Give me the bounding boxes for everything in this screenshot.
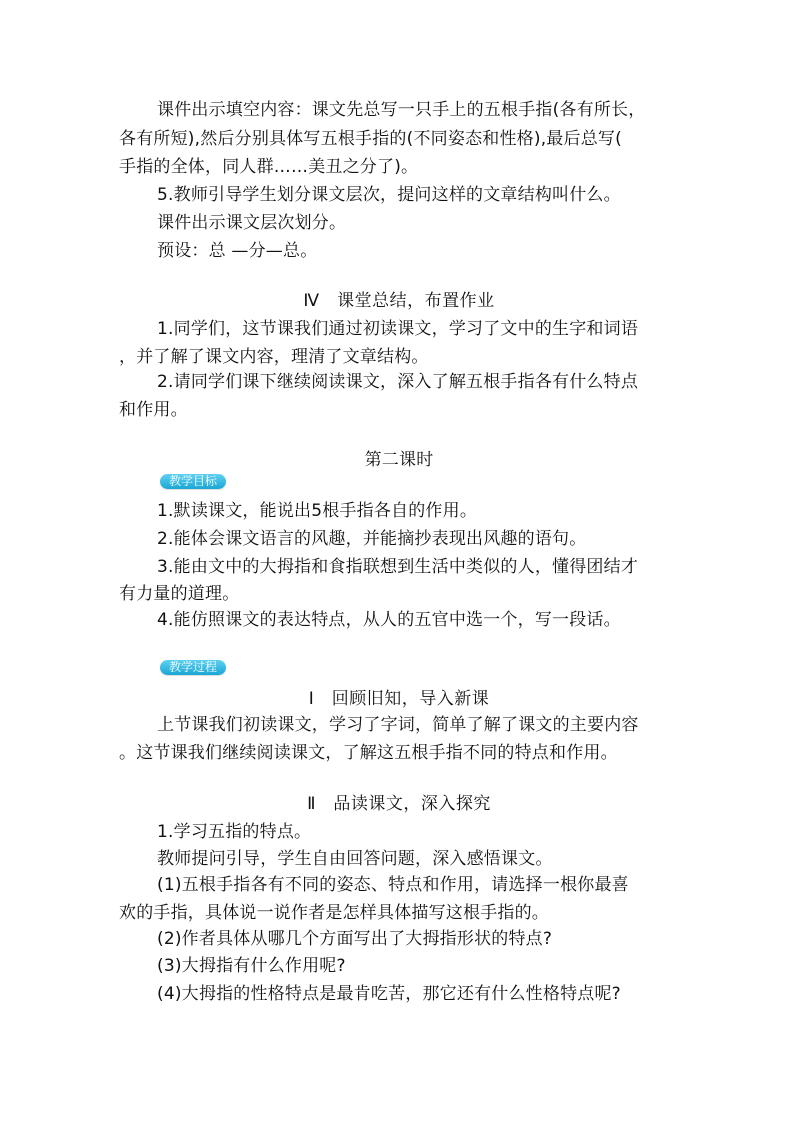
review-paragraph-line: 。这节课我们继续阅读课文，了解这五根手指不同的特点和作用。 [119, 743, 618, 763]
goal-1-text: 1.默读课文，能说出5根手指各自的作用。 [157, 501, 478, 521]
goal-3-line: 有力量的道理。 [119, 584, 240, 604]
section-i-heading: Ⅰ 回顾旧知，导入新课 [308, 689, 490, 709]
teacher-guidance-text: 教师提问引导，学生自由回答问题，深入感悟课文。 [157, 849, 553, 869]
review-paragraph-line: 上节课我们初读课文，学习了字词，简单了解了课文的主要内容 [157, 715, 639, 735]
question-1-line: 欢的手指，具体说一说作者是怎样具体描写这根手指的。 [119, 903, 549, 923]
courseware-text: 课件出示课文层次划分。 [157, 213, 347, 233]
goal-3-line: 3.能由文中的大拇指和食指联想到生活中类似的人，懂得团结才 [157, 557, 639, 577]
question-1-line: (1)五根手指各有不同的姿态、特点和作用，请选择一根你最喜 [157, 875, 629, 895]
intro-paragraph-line: 手指的全体，同人群……美丑之分了)。 [119, 157, 419, 177]
teaching-process-badge: 教学过程 [160, 660, 226, 675]
step-5-text: 5.教师引导学生划分课文层次，提问这样的文章结构叫什么。 [157, 185, 621, 205]
goal-4-text: 4.能仿照课文的表达特点，从人的五官中选一个，写一段话。 [157, 610, 621, 630]
study-item-1-text: 1.学习五指的特点。 [157, 822, 312, 842]
summary-item-1-line: ，并了解了课文内容，理清了文章结构。 [119, 347, 429, 367]
section-ii-heading: Ⅱ 品读课文，深入探究 [307, 794, 491, 814]
summary-item-1-line: 1.同学们，这节课我们通过初读课文，学习了文中的生字和词语 [157, 319, 639, 339]
summary-item-2-line: 2.请同学们课下继续阅读课文，深入了解五根手指各有什么特点 [157, 372, 639, 392]
section-iv-heading: Ⅳ 课堂总结，布置作业 [303, 291, 495, 311]
lesson-2-title: 第二课时 [364, 450, 434, 470]
intro-paragraph-line: 课件出示填空内容：课文先总写一只手上的五根手指(各有所长， [157, 100, 646, 120]
question-3-text: (3)大拇指有什么作用呢? [157, 956, 346, 976]
question-4-text: (4)大拇指的性格特点是最肯吃苦，那它还有什么性格特点呢? [157, 984, 621, 1004]
summary-item-2-line: 和作用。 [119, 400, 188, 420]
goal-2-text: 2.能体会课文语言的风趣，并能摘抄表现出风趣的语句。 [157, 529, 587, 549]
preset-text: 预设：总 —分—总。 [157, 241, 318, 261]
question-2-text: (2)作者具体从哪几个方面写出了大拇指形状的特点? [157, 929, 553, 949]
teaching-goals-badge: 教学目标 [160, 474, 226, 489]
intro-paragraph-line: 各有所短),然后分别具体写五根手指的(不同姿态和性格),最后总写( [119, 129, 622, 149]
